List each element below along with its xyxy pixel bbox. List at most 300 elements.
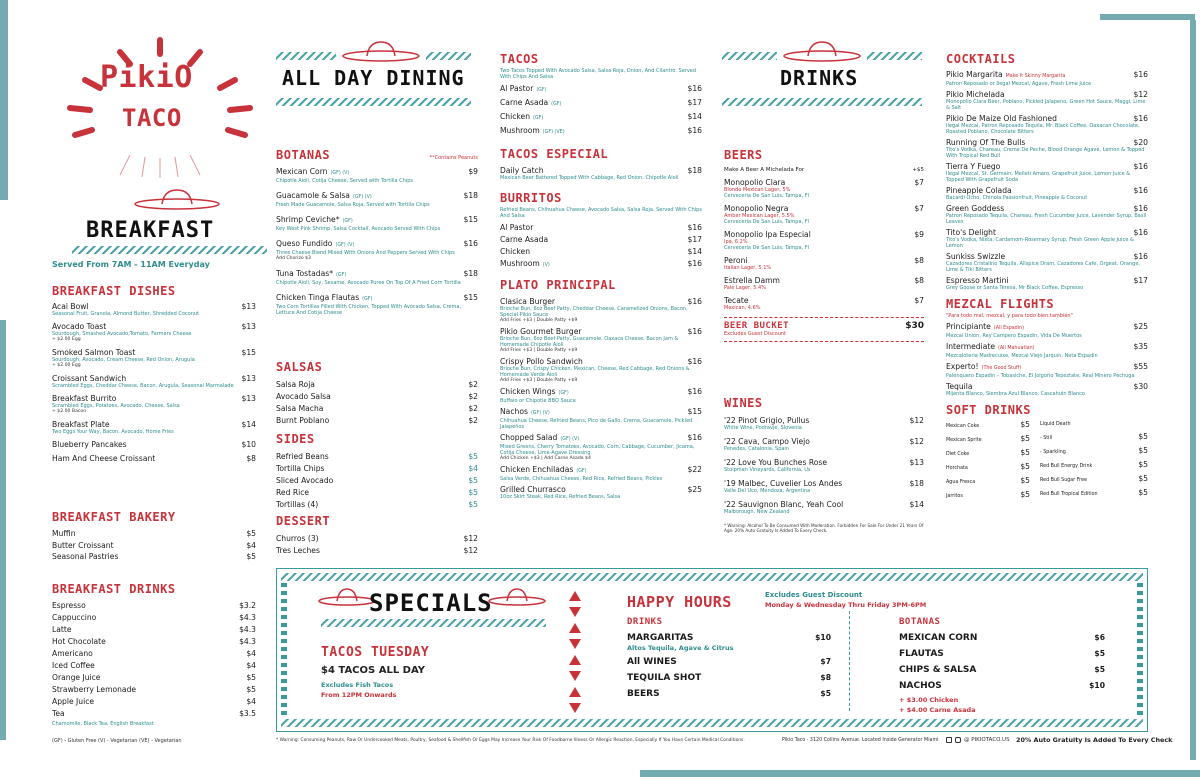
menu-item-addon: + $2.00 Egg	[52, 363, 81, 368]
menu-item-name: '22 Pinot Grigio, Pullus	[724, 416, 810, 425]
menu-item-name: Chicken	[500, 112, 531, 121]
menu-item-price: $15	[463, 293, 478, 302]
menu-item-addon: Add Fries +$3 | Double Patty +$9	[500, 348, 578, 353]
menu-item-name-wrap	[500, 357, 583, 366]
menu-item-price: $2	[468, 416, 478, 425]
menu-item	[500, 407, 702, 430]
menu-item-name: Sliced Avocado	[276, 476, 334, 485]
menu-item-name: Salsa Roja	[276, 380, 315, 389]
menu-item-name: Grilled Churrasco	[500, 485, 566, 494]
zigzag-divider	[281, 573, 1143, 581]
menu-item	[946, 114, 1148, 135]
menu-item-price: $14	[241, 420, 256, 429]
menu-item-price: $5	[1020, 476, 1030, 485]
menu-item-name: Pineapple Colada	[946, 186, 1012, 195]
menu-item-name-wrap	[946, 436, 982, 445]
menu-item-name-wrap	[276, 167, 349, 178]
menu-item-name: Carne Asada	[500, 235, 549, 244]
menu-item-name: '22 Love You Bunches Rose	[724, 458, 828, 467]
especial-desc: Mexican Beer Battered Topped With Cabbage, Red Onion, Chipotle Aioli	[500, 175, 679, 181]
tacos-especial-title: TACOS ESPECIAL	[500, 147, 609, 161]
botanas-section	[276, 148, 478, 323]
menu-item-price: $6	[1094, 633, 1105, 642]
breakfast-dishes	[52, 284, 256, 468]
menu-item-price: $4.3	[239, 637, 256, 646]
menu-item-row	[500, 387, 702, 398]
menu-item-name: Ham And Cheese Croissant	[52, 454, 156, 463]
menu-item-row	[946, 162, 1148, 171]
menu-item	[899, 632, 1105, 644]
menu-item-name-wrap	[52, 709, 65, 718]
menu-item-row	[276, 269, 478, 280]
menu-item-row	[276, 191, 478, 202]
menu-item-row	[627, 672, 831, 684]
menu-item-desc: Altos Tequila, Agave & Citrus	[627, 644, 734, 652]
menu-item-price: $13	[909, 458, 924, 467]
menu-item-desc: Two Eggs Your Way, Bacon, Avocado, Home Fries	[52, 429, 174, 435]
menu-item	[276, 269, 478, 286]
menu-item-name: MEXICAN CORN	[899, 633, 978, 643]
menu-item-price: $55	[1133, 362, 1148, 371]
menu-item	[627, 688, 831, 700]
menu-item-price: $7	[820, 657, 831, 666]
menu-item-desc: Brioche Bun, 6oz Beef Patty, Guacamole, Oaxaca Cheese, Bacon Jam & Homemade Chipotle Aioli	[500, 336, 679, 348]
beers-title: BEERS	[724, 148, 763, 162]
menu-item-price: $15	[687, 407, 702, 416]
sombrero-icon	[487, 587, 547, 607]
menu-item-price: $14	[909, 500, 924, 509]
menu-item-name: TEQUILA SHOT	[627, 673, 702, 683]
red-divider	[724, 341, 924, 344]
zigzag-divider	[867, 52, 922, 60]
menu-item-desc: Seasonal Fruit, Granola, Almond Butter, Shredded Coconut	[52, 311, 200, 317]
menu-item	[276, 546, 478, 555]
menu-item-row	[627, 688, 831, 700]
menu-item-price: $15	[241, 348, 256, 357]
menu-item-price: $17	[687, 235, 702, 244]
menu-item-row	[946, 228, 1148, 237]
menu-item-name: Pikio De Maize Old Fashioned	[946, 114, 1057, 123]
menu-item-name-wrap	[946, 162, 1000, 171]
menu-item-name-wrap	[276, 546, 320, 555]
menu-item-name-wrap	[500, 407, 550, 418]
menu-item-price: $4	[246, 661, 256, 670]
menu-item-name-wrap	[946, 450, 969, 459]
menu-item-row	[724, 458, 924, 467]
menu-item	[276, 293, 478, 316]
menu-item-name-wrap	[899, 649, 944, 660]
menu-item-name: Americano	[52, 649, 93, 658]
menu-item-desc: Pale Lager, 5.4%	[724, 285, 766, 291]
menu-item-desc: Italian Lager, 5.1%	[724, 265, 772, 271]
menu-item	[500, 433, 702, 462]
hh-botanas	[899, 617, 1105, 714]
menu-item-name-wrap	[724, 458, 827, 467]
menu-item-name: CHIPS & SALSA	[899, 665, 977, 675]
menu-item-price: $5	[246, 673, 256, 682]
menu-item	[276, 167, 478, 184]
menu-item-name-wrap	[1040, 434, 1052, 443]
menu-item-desc: Scrambled Eggs, Potatoes, Avocado, Cheese, Salsa	[52, 403, 180, 409]
menu-item	[500, 112, 702, 123]
menu-item-name-wrap	[946, 382, 973, 391]
menu-item-name-wrap	[276, 416, 329, 425]
menu-item	[500, 357, 702, 384]
menu-item	[946, 476, 1030, 487]
breakfast-title: BREAKFAST	[86, 218, 215, 243]
menu-item	[52, 552, 256, 561]
menu-item-price: $8	[914, 256, 924, 265]
menu-item	[946, 204, 1148, 225]
menu-item-row	[946, 420, 1030, 431]
menu-item-desc: Palenquero Espadin – Tobasiche, El Jolgorio Tepeztate, Real Minero Pechuga	[946, 373, 1135, 379]
menu-item	[276, 476, 478, 485]
menu-item-name-wrap	[52, 374, 126, 383]
soft-drinks-title: SOFT DRINKS	[946, 403, 1031, 417]
menu-item-price: $16	[1133, 114, 1148, 123]
zigzag-divider	[281, 719, 1143, 727]
menu-item-row	[946, 448, 1030, 459]
menu-item-row	[52, 541, 256, 550]
brush-border-top-right	[1100, 14, 1195, 20]
menu-item-row	[52, 420, 256, 429]
menu-item	[500, 465, 702, 482]
menu-item-tag: (GF) (VE)	[542, 130, 565, 135]
menu-item-row	[500, 235, 702, 244]
menu-item-price: $12	[463, 534, 478, 543]
menu-item-name: Mushroom	[500, 259, 540, 268]
menu-item-name-wrap	[276, 500, 318, 509]
hh-drinks-title: DRINKS	[627, 617, 663, 627]
menu-item-name-wrap	[52, 685, 136, 694]
menu-item	[946, 252, 1148, 273]
menu-item	[946, 362, 1148, 379]
sombrero-icon	[782, 40, 862, 62]
menu-item-row	[276, 380, 478, 389]
menu-item-price: $18	[463, 191, 478, 200]
menu-item-desc: Brioche Bun, 6oz Beef Patty, Cheddar Cheese, Caramelized Onions, Bacon, Special Pikio Sauce	[500, 306, 688, 318]
menu-item-name-wrap	[52, 637, 106, 646]
menu-item-name-wrap	[500, 126, 565, 137]
menu-item-price: $7	[914, 204, 924, 213]
menu-item-row	[946, 70, 1148, 81]
triangle-pattern	[569, 591, 581, 713]
instagram-icon	[955, 737, 961, 743]
menu-item-name-wrap	[627, 633, 693, 644]
brush-border-bottom	[640, 770, 1200, 777]
hh-botanas-title: BOTANAS	[899, 617, 941, 627]
menu-item-row	[946, 342, 1148, 353]
menu-item-name-wrap	[724, 437, 810, 446]
menu-item-price: $30	[1133, 382, 1148, 391]
menu-item-row	[276, 488, 478, 497]
menu-item-price: $35	[1133, 342, 1148, 351]
menu-item	[1040, 488, 1148, 499]
menu-item-name-wrap	[52, 673, 100, 682]
menu-item-desc: Chipotle Aioli, Soy, Sesame, Avocado Puree On Top Of A Fried Corn Tortilla	[276, 280, 461, 286]
menu-item-name-wrap	[52, 541, 114, 550]
menu-item-row	[276, 416, 478, 425]
menu-item-price: $5	[1020, 420, 1030, 429]
menu-item-row	[724, 500, 924, 509]
menu-item-desc: Patron Reposado or Ilegal Mezcal, Agave, Fresh Lime Juice	[946, 81, 1092, 87]
menu-item-price: $4	[246, 649, 256, 658]
menu-item-row	[724, 296, 924, 305]
menu-item-name-wrap	[276, 380, 315, 389]
menu-item-name: Chicken Enchiladas	[500, 465, 574, 474]
menu-item	[52, 394, 256, 415]
menu-item-row	[946, 90, 1148, 99]
menu-item-name-wrap	[1040, 462, 1092, 471]
menu-item-row	[724, 416, 924, 425]
menu-item	[52, 661, 256, 670]
menu-item-desc: Tito's Vodka, Chareau, Creme De Peche, Blood Orange Agave, Lemon & Topped With Tropical Red Bull	[946, 147, 1145, 159]
menu-item-price: $2	[468, 380, 478, 389]
menu-item-price: $4.3	[239, 613, 256, 622]
salsas-title: SALSAS	[276, 360, 323, 374]
menu-item-desc: Mezcaloteria Madrecuixe, Mezcal Viejo Jarquin, Neta Espadin	[946, 353, 1098, 359]
menu-item-row	[500, 357, 702, 366]
menu-item-name: Experto!	[946, 362, 979, 371]
sombrero-icon	[341, 40, 421, 62]
menu-item-row	[724, 256, 924, 265]
menu-item-price: $25	[1133, 322, 1148, 331]
menu-item	[52, 420, 256, 435]
brush-border-left	[0, 0, 8, 200]
menu-item-name: Agua Fresca	[946, 480, 976, 485]
menu-item-name: - Sparkling	[1040, 450, 1066, 455]
menu-item	[946, 420, 1030, 431]
menu-item	[500, 327, 702, 354]
menu-item-row	[500, 297, 702, 306]
menu-item	[276, 416, 478, 425]
menu-item-price: $7	[914, 296, 924, 305]
menu-item-row	[899, 648, 1105, 660]
menu-item-name-wrap	[724, 256, 748, 265]
menu-item-note: (The Good Stuff)	[981, 366, 1022, 371]
menu-item	[276, 191, 478, 208]
menu-item-row	[724, 204, 924, 213]
menu-item-desc: Patron Reposado Tequila, Chareau, Fresh Cucumber Juice, Lavender Syrup, Basil Leaves	[946, 213, 1147, 225]
menu-item-price: $17	[687, 98, 702, 107]
tuesday-excl: Excludes Fish Tacos	[321, 681, 394, 689]
menu-item-price: $16	[1133, 252, 1148, 261]
menu-item	[500, 98, 702, 109]
specials-banner	[276, 568, 1148, 732]
menu-item-row	[500, 247, 702, 256]
menu-item-price: $10	[1089, 681, 1105, 690]
menu-item-name-wrap	[52, 440, 127, 449]
menu-item-row	[500, 485, 702, 494]
menu-item-name: Tito's Delight	[946, 228, 996, 237]
menu-item-price: $16	[1133, 204, 1148, 213]
menu-item	[946, 448, 1030, 459]
menu-item-name: Al Pastor	[500, 223, 534, 232]
menu-item-price: $4	[246, 697, 256, 706]
menu-item-name: '22 Sauvignon Blanc, Yeah Cool	[724, 500, 844, 509]
logo-line1: PikiO	[100, 60, 193, 95]
menu-item-name-wrap	[276, 191, 372, 202]
menu-item	[500, 387, 702, 404]
menu-item-row	[52, 709, 256, 718]
menu-item-name-wrap	[500, 297, 555, 306]
facebook-icon	[946, 737, 952, 743]
zigzag-divider	[276, 52, 336, 60]
menu-item-price: $25	[687, 485, 702, 494]
menu-item-row	[724, 230, 924, 239]
alcohol-warning: * Warning: Alcohol To Be Consumed With Moderation. Forbidden For Sale For Under 21 Years Of Age. 20% Auto Gratuity Is Added To Every Check.	[724, 523, 924, 533]
brush-border-right	[1190, 20, 1196, 760]
menu-item-desc: Bacardi Ocho, Chinola Passionfruit, Pineapple & Coconut	[946, 195, 1088, 201]
menu-item-desc: Cazadores Cristalino Tequila, Allspice Dram, Cazadores Cafe, Orgeat, Orange, Lime & Tiki Bitters	[946, 261, 1140, 273]
menu-item	[946, 186, 1148, 201]
menu-item-row	[52, 685, 256, 694]
menu-item-row	[946, 362, 1148, 373]
menu-item	[52, 613, 256, 622]
menu-item-desc: Key West Pink Shrimp, Salsa Cocktail, Avocado Served With Chips	[276, 226, 441, 232]
menu-item-row	[52, 454, 256, 463]
menu-item-price: $5	[1020, 462, 1030, 471]
menu-item	[276, 215, 478, 232]
menu-item-name: Intermediate	[946, 342, 995, 351]
menu-item-name: Tecate	[724, 296, 749, 305]
menu-item-name: Avocado Toast	[52, 322, 107, 331]
menu-item-name: Butter Croissant	[52, 540, 114, 550]
breakfast-bakery	[52, 510, 256, 564]
cocktails-column	[946, 52, 1148, 504]
menu-item-desc: Blonde Mexican Lager, 5%	[724, 187, 791, 193]
menu-item-row	[52, 374, 256, 383]
menu-item-price: $4	[468, 464, 478, 473]
menu-item-name: Tequila	[946, 382, 973, 391]
menu-item-price: $2	[468, 392, 478, 401]
menu-item-price: $3.5	[239, 709, 256, 718]
breakfast-dishes-title: BREAKFAST DISHES	[52, 284, 176, 298]
menu-item-row	[276, 546, 478, 555]
menu-item-origin: Cerveceria De San Luis, Tampa, Fl	[724, 193, 809, 199]
menu-item	[946, 490, 1030, 501]
menu-item-name: Mushroom	[500, 126, 540, 135]
menu-item-tag: (GF)	[336, 273, 347, 278]
zigzag-divider	[426, 52, 471, 60]
menu-item-name: '19 Malbec, Cuvelier Los Andes	[724, 479, 843, 488]
footer-social[interactable]	[946, 737, 1010, 743]
menu-item-name: Latte	[52, 625, 72, 634]
menu-item-row	[52, 637, 256, 646]
menu-item	[52, 322, 256, 343]
wines-title: WINES	[724, 396, 763, 410]
footer-address: Pikio Taco · 3120 Collins Avenue. Located Inside Generator Miami	[782, 738, 939, 743]
menu-item-row	[500, 98, 702, 109]
menu-item	[1040, 460, 1148, 471]
menu-item-row	[52, 394, 256, 403]
happy-days: Monday & Wednesday Thru Friday 3PM-6PM	[765, 601, 927, 609]
menu-item-name-wrap	[500, 433, 579, 444]
menu-item	[1040, 420, 1148, 429]
menu-item-desc: Two Corn Tortillas Filled With Chicken, Topped With Avocado Salsa, Crema, Lettuce And Cotija Cheese	[276, 304, 462, 316]
menu-item	[276, 500, 478, 509]
menu-item-price: $5	[1138, 460, 1148, 469]
menu-item-name: Red Rice	[276, 488, 310, 497]
menu-item-price: $4.3	[239, 625, 256, 634]
beer-bucket: BEER BUCKET	[724, 321, 790, 331]
menu-item-desc: Scrambled Eggs, Cheddar Cheese, Bacon, Arugula, Seasonal Marmalade	[52, 383, 234, 389]
menu-item-price: $22	[687, 465, 702, 474]
side-pattern	[1137, 583, 1143, 717]
menu-item-name: Monopolio Negra	[724, 204, 789, 213]
menu-item-name: BEERS	[627, 689, 660, 699]
menu-item-desc: Mijenta Blanco, Siembra Azul Blanco, Cascahuin Blanco	[946, 391, 1085, 397]
menu-item-price: $7	[914, 178, 924, 187]
menu-item-price: $16	[687, 259, 702, 268]
menu-item	[1040, 474, 1148, 485]
menu-item-name: Al Pastor	[500, 84, 534, 93]
menu-item-row	[724, 437, 924, 446]
menu-item-desc: Salsa Verde, Chihuahua Cheese, Red Rice, Refried Beans, Pickles	[500, 476, 663, 482]
menu-item-price: $10	[815, 633, 831, 642]
menu-item-name-wrap	[52, 601, 86, 610]
menu-item-name-wrap	[724, 416, 809, 425]
menu-item-name-wrap	[946, 422, 979, 431]
menu-item-row	[946, 462, 1030, 473]
menu-item	[500, 485, 702, 500]
menu-item-name-wrap	[52, 454, 155, 463]
menu-item-name: Espresso	[52, 601, 86, 610]
menu-item-desc: Stolpman Vineyards, California, Us	[724, 467, 811, 473]
menu-item-name-wrap	[724, 479, 842, 488]
menu-item-row	[1040, 474, 1148, 485]
menu-item-name-wrap	[52, 322, 106, 331]
menu-item-tag: (GF)	[551, 102, 562, 107]
dashed-divider	[849, 611, 850, 711]
menu-item-name-wrap	[500, 465, 587, 476]
menu-item-name-wrap	[52, 661, 95, 670]
menu-item-name: Breakfast Burrito	[52, 394, 117, 403]
menu-item-price: $5	[1020, 434, 1030, 443]
menu-item-origin: Cerveceria De San Luis, Tampa, Fl	[724, 219, 809, 225]
menu-item-name: Mexican Coke	[946, 424, 980, 429]
menu-item-name-wrap	[946, 114, 1057, 123]
tuesday-time: From 12PM Onwards	[321, 691, 397, 699]
menu-item-row	[724, 479, 924, 488]
menu-item-name: FLAUTAS	[899, 649, 944, 659]
menu-item-name-wrap	[724, 296, 749, 305]
menu-item-price: $4	[246, 540, 256, 550]
menu-item-price: $2	[468, 404, 478, 413]
menu-item-name-wrap	[500, 327, 582, 336]
menu-item-name: Red Bull Tropical Edition	[1040, 492, 1098, 497]
menu-item-desc: Three Cheese Blend Mixed With Onions And Peppers Served With Chips	[276, 250, 455, 256]
menu-item	[52, 637, 256, 646]
menu-item-name-wrap	[52, 420, 110, 429]
menu-item-row	[276, 476, 478, 485]
menu-item-name-wrap	[946, 464, 968, 473]
menu-item-name: Croissant Sandwich	[52, 374, 127, 383]
menu-item	[946, 162, 1148, 183]
menu-item-price: $5	[468, 488, 478, 497]
hh-drinks	[627, 617, 831, 704]
menu-item	[276, 380, 478, 389]
footer-warning: * Warning: Consuming Peanuts, Raw Or Undercooked Meats, Poultry, Seafood & Shellfish Or Eggs May Increase Your Risk Of Foodborne Illness Or Allergic Reaction, Especially If You Have Certain Medical Conditions.	[276, 738, 745, 743]
menu-item	[276, 534, 478, 543]
menu-item	[276, 404, 478, 413]
menu-item-name-wrap	[627, 657, 677, 668]
menu-item-addon: + $2.00 Egg	[52, 337, 81, 342]
menu-item-name-wrap	[500, 112, 543, 123]
menu-item-name-wrap	[627, 673, 701, 684]
menu-item-price: $16	[687, 387, 702, 396]
menu-item-name: Mexican Sprite	[946, 438, 982, 443]
